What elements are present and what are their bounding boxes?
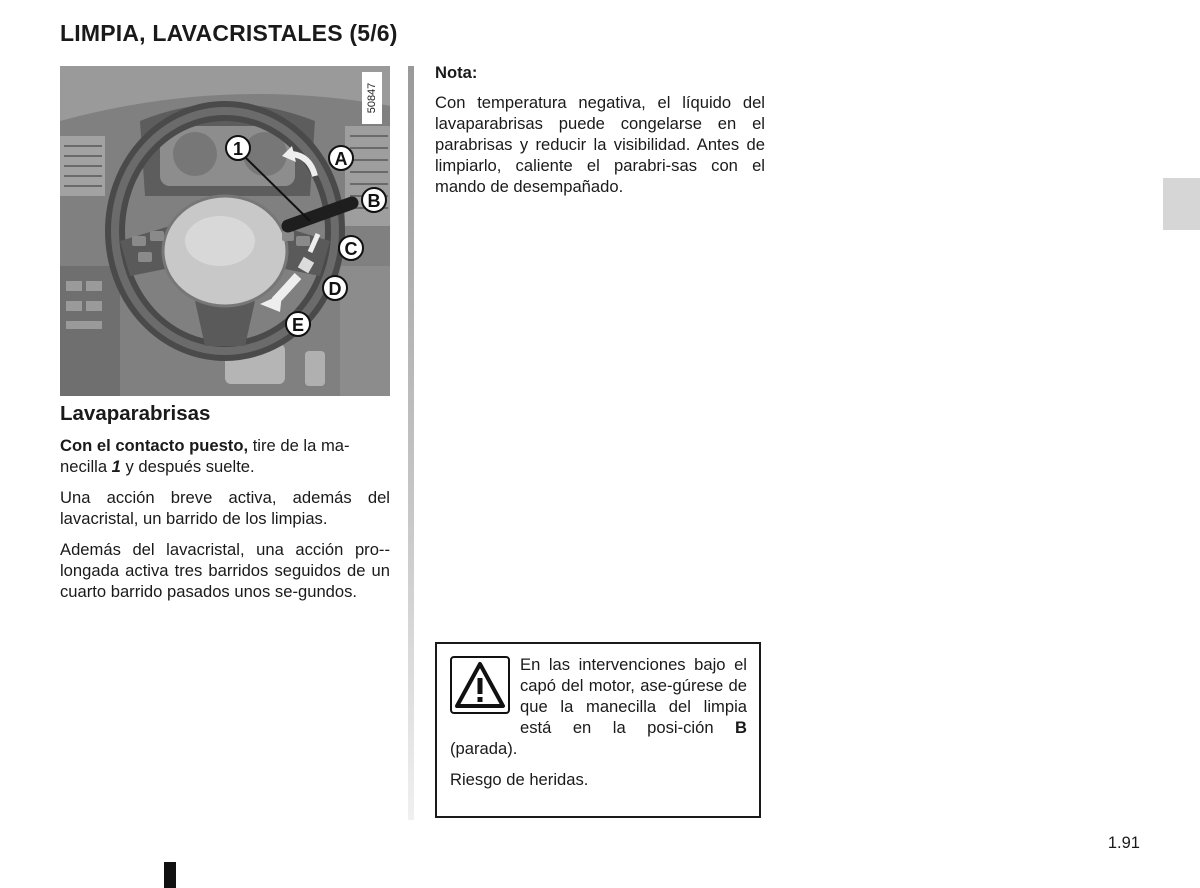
warning-part1: En las intervenciones bajo el capó del motor, ase-gúrese de que la manecilla del limpia está en la posi-ción [520,655,747,737]
contact-on-bold: Con el contacto puesto, [60,436,249,455]
callout-b-label: B [367,191,381,211]
callout-1-label: 1 [232,139,244,159]
p1-part1: tire de la ma- [248,436,350,455]
warning-part2: (parada). [450,739,518,758]
left-column [60,402,390,612]
steering-wheel-illustration [60,66,390,396]
figure-reference-code [362,72,382,124]
lever-number: 1 [111,457,121,476]
callout-1 [226,136,250,160]
note-heading: Nota: [435,63,478,82]
p1-part2: necilla [60,457,112,476]
callout-e [286,312,310,336]
paragraph-pull-lever [60,435,390,477]
right-column [435,63,765,207]
callout-a-label: A [334,149,348,169]
bottom-marker [164,862,176,888]
section-tab [1163,178,1200,230]
callout-d-label: D [328,279,342,299]
p1-part3: y después suelte. [120,457,255,476]
warning-risk: Riesgo de heridas. [450,770,589,789]
page-number: 1.91 [1107,834,1140,852]
callout-a [329,146,353,170]
callout-c-label: C [344,239,358,259]
section-heading: Lavaparabrisas [60,402,211,425]
page-title: LIMPIA, LAVACRISTALES (5/6) [60,20,398,46]
column-divider [408,66,414,820]
warning-triangle-icon [450,656,510,714]
paragraph-short-action: Una acción breve activa, además del lavacristal, un barrido de los limpias. [60,488,390,528]
figure-code-text: 50847 [366,82,378,114]
callout-b [362,188,386,212]
callout-d [323,276,347,300]
warning-box [435,642,761,818]
paragraph-long-action: Además del lavacristal, una acción pro-longada activa tres barridos seguidos de un cuarto barrido pasados unos se-gundos. [60,540,390,601]
callout-c [339,236,363,260]
position-b: B [735,718,747,737]
note-text: Con temperatura negativa, el líquido del lavaparabrisas puede congelarse en el parabrisas y reducir la visibilidad. Antes de limpiarlo, caliente el parabri-sas con el mando de desempañado. [435,93,765,196]
callout-e-label: E [291,315,305,335]
callout-layer [60,66,390,396]
